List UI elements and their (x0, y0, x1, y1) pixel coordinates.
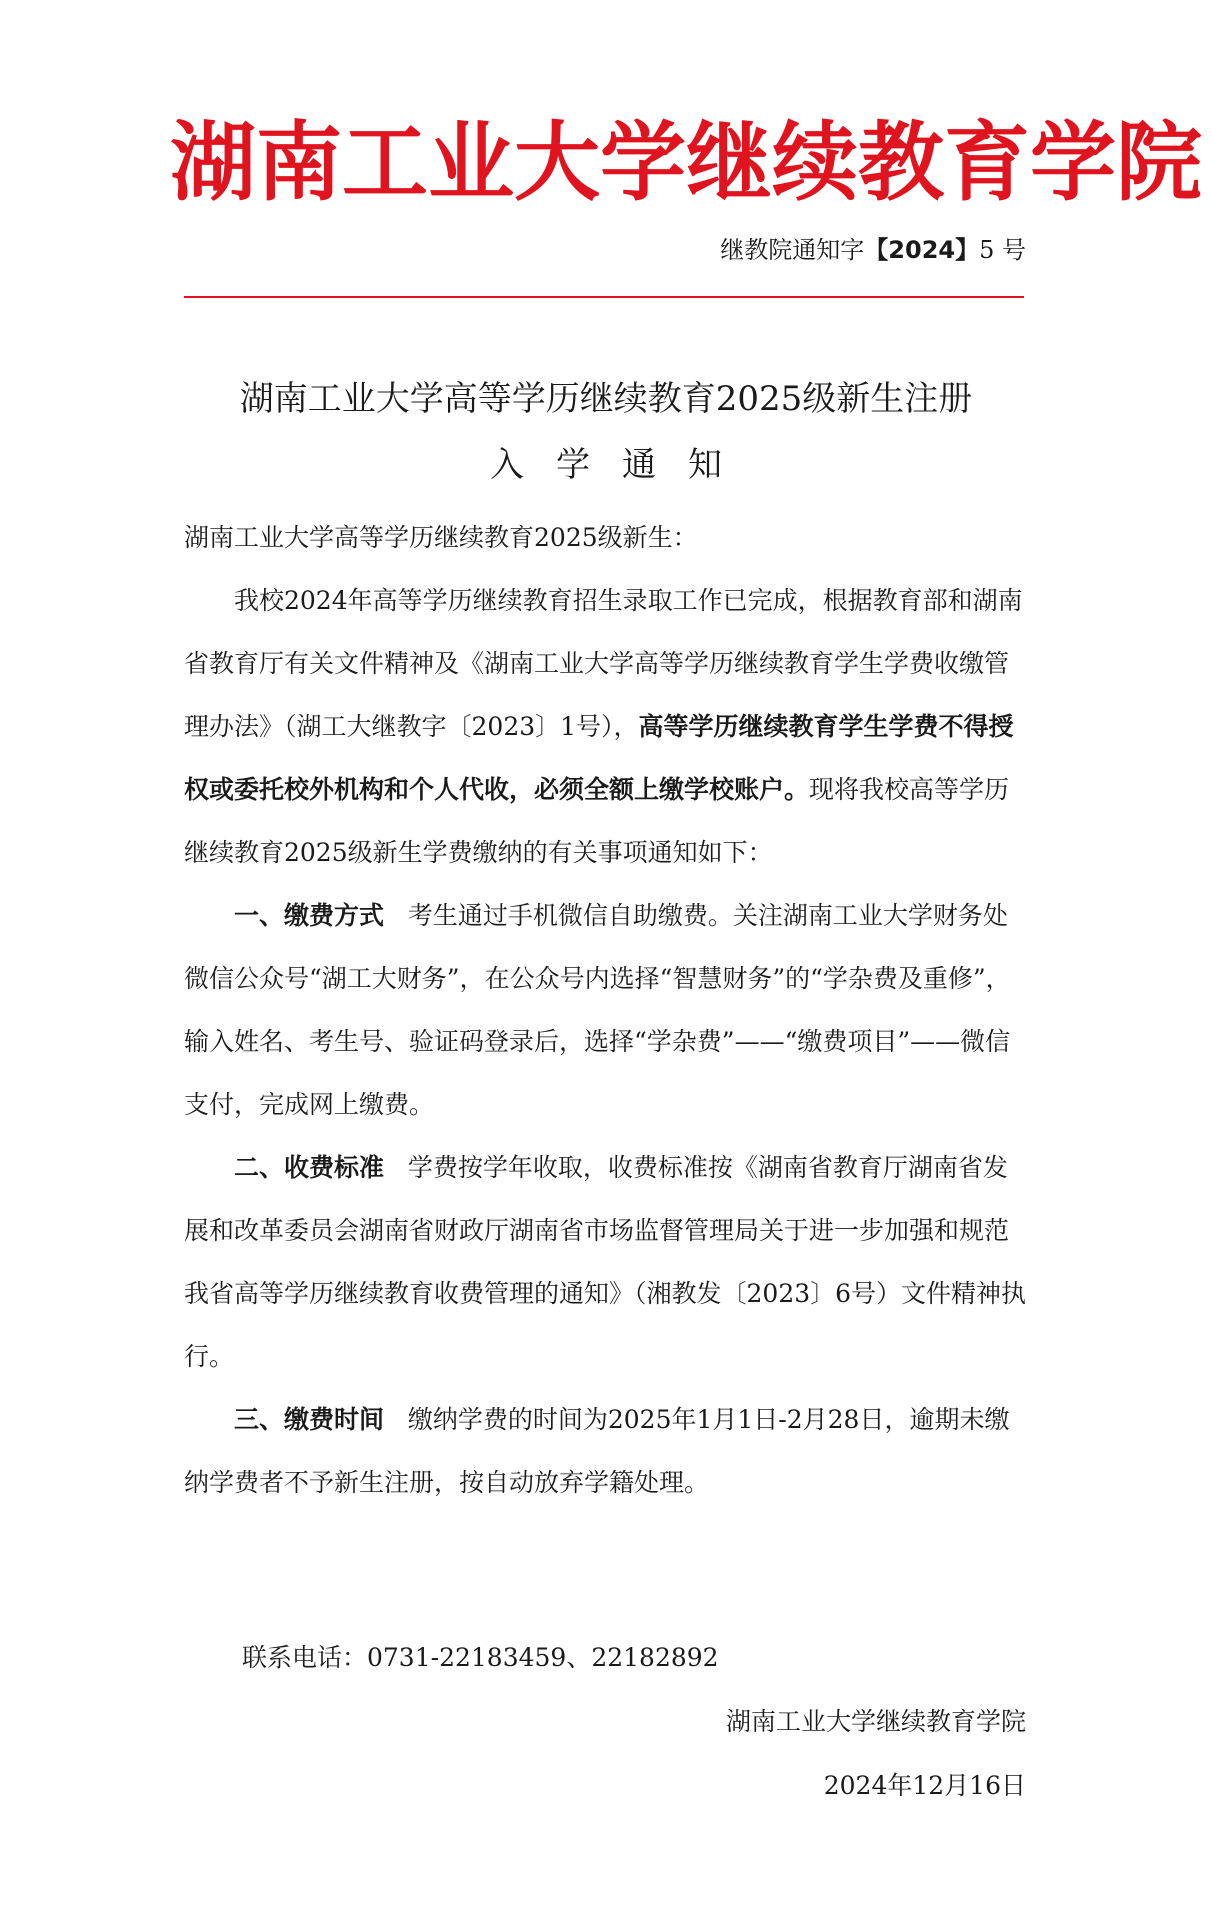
signature-date: 2024年12月16日 (823, 1771, 1026, 1800)
section-payment-method (184, 884, 1032, 1136)
document-number-year: 【2024】 (864, 236, 980, 264)
header-divider (184, 296, 1024, 298)
section-text: 缴纳学费的时间为2025年1月1日-2月28日，逾期未缴纳学费者不予新生注册，按自动放弃学籍处理。 (184, 1405, 1010, 1497)
document-number (720, 232, 1026, 268)
intro-text-2: 现将我校高等学历继续教育2025级新生学费缴纳的有关事项通知如下： (184, 775, 1010, 867)
document-number-suffix: 5 号 (979, 236, 1026, 264)
section-text: 考生通过手机微信自助缴费。关注湖南工业大学财务处微信公众号“湖工大财务”，在公众号内选择“智慧财务”的“学杂费及重修”，输入姓名、考生号、验证码登录后，选择“学杂费”——“缴费项目”——微信支付，完成网上缴费。 (184, 901, 1011, 1119)
section-fee-standard (184, 1136, 1032, 1388)
intro-text-1: 我校2024年高等学历继续教育招生录取工作已完成，根据教育部和湖南省教育厅有关文件精神及《湖南工业大学高等学历继续教育学生学费收缴管理办法》（湖工大继教字〔2023〕1号）， (184, 586, 1023, 741)
section-heading: 一、缴费方式 (234, 901, 385, 930)
notice-title-line2: 入学通知 (490, 445, 754, 485)
section-text: 学费按学年收取，收费标准按《湖南省教育厅湖南省发展和改革委员会湖南省财政厅湖南省市场监督管理局关于进一步加强和规范我省高等学历继续教育收费管理的通知》（湘教发〔2023〕6号）文件精神执行。 (184, 1153, 1027, 1371)
intro-bold-text: 高等学历继续教育学生学费不得授权或委托校外机构和个人代收，必须全额上缴学校账户。 (184, 712, 1014, 804)
contact-phone: 联系电话：0731-22183459、22182892 (242, 1643, 719, 1672)
section-heading: 二、收费标准 (234, 1153, 385, 1182)
notice-body (184, 506, 1032, 1514)
signature-organization: 湖南工业大学继续教育学院 (725, 1707, 1026, 1736)
intro-paragraph (184, 569, 1032, 884)
salutation: 湖南工业大学高等学历继续教育2025级新生： (184, 523, 698, 552)
notice-title-line1: 湖南工业大学高等学历继续教育2025级新生注册 (239, 379, 973, 419)
masthead-institution: 湖南工业大学继续教育学院 (170, 113, 1202, 213)
document-number-prefix: 继教院通知字 (720, 236, 865, 264)
section-heading: 三、缴费时间 (234, 1405, 385, 1434)
section-payment-time (184, 1388, 1032, 1514)
